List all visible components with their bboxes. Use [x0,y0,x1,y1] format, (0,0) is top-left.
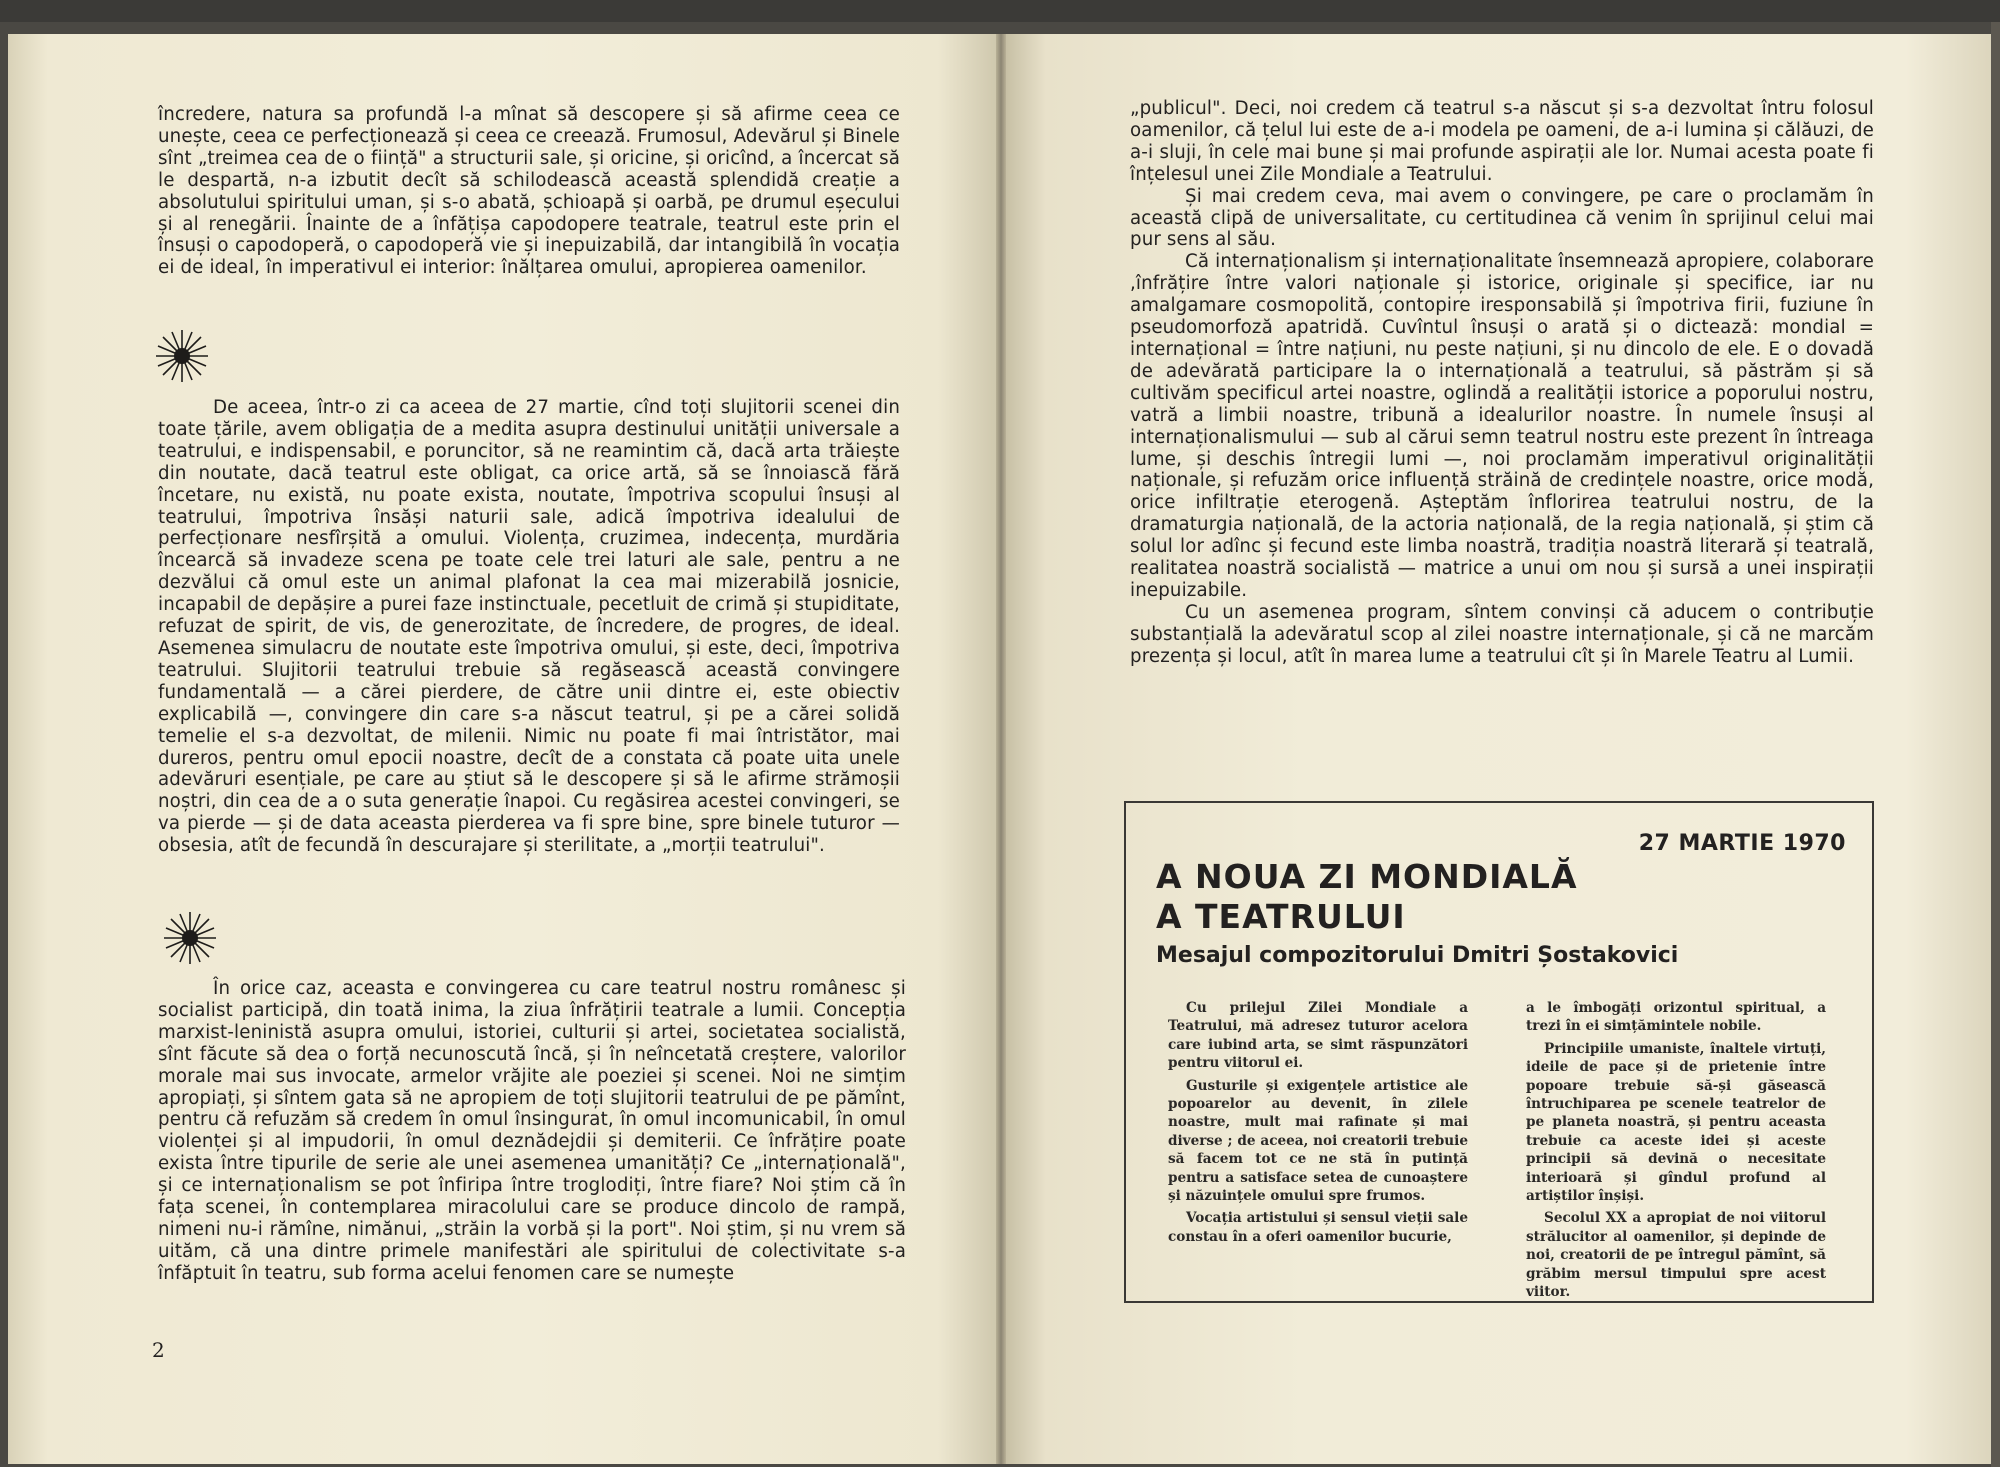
column-paragraph: Gusturile și exigențele artistice ale popoarelor au devenit, în zilele noastre, mult mai rafinate și mai diverse ; de aceea, noi creatorii trebuie să facem tot ce ne stă în putință pentru a satisface setea de cunoaștere și năzuințele omului spre frumos. [1168,1077,1468,1205]
left-paragraph-2 [158,397,900,857]
box-date: 27 MARTIE 1970 [1638,831,1846,856]
column-paragraph: Cu prilejul Zilei Mondiale a Teatrului, mă adresez tuturor acelora care iubind arta, se simt răspunzători pentru viitorul ei. [1168,1000,1468,1072]
column-paragraph: a le îmbogăți orizontul spiritual, a trezi în ei simțămintele nobile. [1526,1000,1826,1035]
left-paragraph-3 [158,978,906,1285]
page-number: 2 [152,1338,165,1362]
box-column-left [1168,999,1468,1250]
page-edges [1991,22,2000,1467]
box-column-right [1526,999,1826,1306]
paragraph-text: Și mai credem ceva, mai avem o convingere, pe care o proclamăm în această clipă de universalitate, cu certitudinea că venim în sprijinul celui mai pur sens al său. [1130,185,1874,251]
book-gutter [996,34,1006,1464]
paragraph-text: Că internaționalism și internaționalitate însemnează apropiere, colaborare ,înfrățire între valori naționale și istorice, originale și specifice, iar nu amalgamare cosmopolită, contopire iresponsabilă și împotriva firii, fuziune în pseudomorfoză apatridă. Cuvîntul însuși o arată și o dictează: mondial = internațional = între națiuni, nu peste națiuni, și nu dincolo de ele. E o dovadă de adevărată participare la o internațională a teatrului, să păstrăm și să cultivăm specificul artei noastre, oglindă a realității istorice a poporului nostru, vatră a limbii noastre, tribună a idealurilor noastre. În numele însuși al internaționalismului — sub al cărui semn teatrul nostru este prezent în întreaga lume, și deschis întregii lumi —, noi proclamăm imperativul originalității naționale, și refuzăm orice influență străină de credințele noastre, orice modă, orice infiltrație eterogenă. Așteptăm înflorirea teatrului nostru, de la dramaturgia națională, de la actoria națională, de la regia națională, și știm că solul lor adînc și fecund este limba noastră, tradiția noastră literară și teatrală, realitatea noastră socialistă — matrice a unui om nou și sursă a unei inspirații inepuizabile. [1130,251,1874,601]
column-paragraph: Vocația artistului și sensul vieții sale constau în a oferi oamenilor bucurie, [1168,1210,1468,1245]
box-subtitle: Mesajul compozitorului Dmitri Șostakovici [1156,943,1679,968]
paragraph-text: De aceea, într-o zi ca aceea de 27 martie, cînd toți slujitorii scenei din toate țările, avem obligația de a medita asupra destinului unității universale a teatrului, e indispensabil, e poruncitor, să ne reamintim că, dacă arta trăiește din noutate, dacă teatrul este obligat, ca orice artă, să se înnoiască fără încetare, nu există, nu poate exista, noutate, împotriva scopului însuși al teatrului, împotriva însăși naturii sale, adică împotriva idealului de perfecționare nesfîrșită a omului. Violența, cruzimea, indecența, murdăria încearcă să invadeze scena pe toate cele trei laturi ale sale, pentru a ne dezvălui că omul este un animal plafonat la cea mai mizerabilă josnicie, incapabil de depășire a purei faze instinctuale, pecetluit de crimă și stupiditate, refuzat de spirit, de vis, de generozitate, de încredere, de progres, de ideal. Asemenea simulacru de noutate este împotriva omului, și este, deci, împotriva teatrului. Slujitorii teatrului trebuie să regăsească această convingere fundamentală — a cărei pierdere, de către unii dintre ei, este obiectiv explicabilă —, convingere din care s-a născut teatrul, și pe a cărei solidă temelie el s-a dezvoltat, de milenii. Nimic nu poate fi mai întristător, mai dureros, pentru omul epocii noastre, decît de a constata că poate uita unele adevăruri esențiale, pe care au știut să le descopere și să le afirme strămoșii noștri, din cea de a o suta generație înapoi. Cu regăsirea acestei convingeri, se va pierde — și de data aceasta pierderea va fi spre bine, spre binele tuturor — obsesia, atît de fecundă în descurajare și sterilitate, a „morții teatrului". [158,397,900,857]
box-title-line: A TEATRULUI [1156,897,1406,936]
left-paragraph-1 [158,104,900,279]
message-box [1124,801,1874,1303]
sun-ornament-icon [160,908,220,968]
paragraph-text: „publicul". Deci, noi credem că teatrul s-a născut și s-a dezvoltat întru folosul oamenilor, că țelul lui este de a-i modela pe oameni, de a-i lumina și călăuzi, de a-i sluji, în cele mai bune și mai profunde aspirații ale lor. Numai acesta poate fi înțelesul unei Zile Mondiale a Teatrului. [1130,98,1874,185]
paragraph-text: În orice caz, aceasta e convingerea cu care teatrul nostru românesc și socialist participă, din toată inima, la ziua înfrățirii teatrale a lumii. Concepția marxist-leninistă asupra omului, istoriei, culturii și artei, societatea socialistă, sînt făcute să dea o forță necunoscută încă, și în neîncetată creștere, valorilor morale mai sus invocate, armelor vrăjite ale poeziei și scenei. Noi ne simțim apropiați, și sîntem gata să ne apropiem de toți slujitorii teatrului de pe pămînt, pentru că refuzăm să credem în omul însingurat, în omul incomunicabil, în omul violenței și al impudorii, în omul deznădejdii și demiterii. Ce înfrățire poate exista între tipurile de serie ale unei asemenea umanități? Ce „internațională", și ce internaționalism se pot înfiripa între troglodiți, între fiare? Noi știm că în fața scenei, în contemplarea miracolului care se produce dincolo de rampă, nimeni nu-i rămîne, nimănui, „străin la vorbă și la port". Noi știm, și nu vrem să uităm, că una dintre primele manifestări ale spiritului de colectivitate s-a înfăptuit în teatru, sub forma acelui fenomen care se numește [158,978,906,1284]
paragraph-text: încredere, natura sa profundă l-a mînat să descopere și să afirme ceea ce unește, ceea ce perfecționează și ceea ce creează. Frumosul, Adevărul și Binele sînt „treimea cea de o ființă" a structurii sale, și oricine, și oricînd, a încercat să le despartă, n-a izbutit decît să schilodească această splendidă creație a absolutului spiritului uman, și s-o abată, șchioapă și oarbă, pe drumul eșecului și al renegării. Înainte de a înfățișa capodopere teatrale, teatrul este prin el însuși o capodoperă, o capodoperă vie și inepuizabilă, dar intangibilă în vocația ei de ideal, în imperativul ei interior: înălțarea omului, apropierea oamenilor. [158,104,900,279]
right-text-block [1130,98,1874,668]
column-paragraph: Principiile umaniste, înaltele virtuți, ideile de pace și de prietenie între popoare trebuie să-și găsească întruchiparea pe scenele teatrelor de pe planeta noastră, și pentru aceasta trebuie ca aceste idei și aceste principii să devină o necesitate interioară și gîndul profund al artiștilor înșiși. [1526,1040,1826,1205]
box-title [1156,857,1578,937]
sun-ornament-icon [152,326,212,386]
box-title-line: A NOUA ZI MONDIALĂ [1156,857,1578,896]
paragraph-text: Cu un asemenea program, sîntem convinși că aducem o contribuție substanțială la adevăratul scop al zilei noastre internaționale, și că ne marcăm prezența și locul, atît în marea lume a teatrului cît și în Marele Teatru al Lumii. [1130,601,1874,667]
column-paragraph: Secolul XX a apropiat de noi viitorul strălucitor al oamenilor, și depinde de noi, creatorii de pe întregul pămînt, să grăbim mersul timpului spre acest viitor. [1526,1210,1826,1301]
